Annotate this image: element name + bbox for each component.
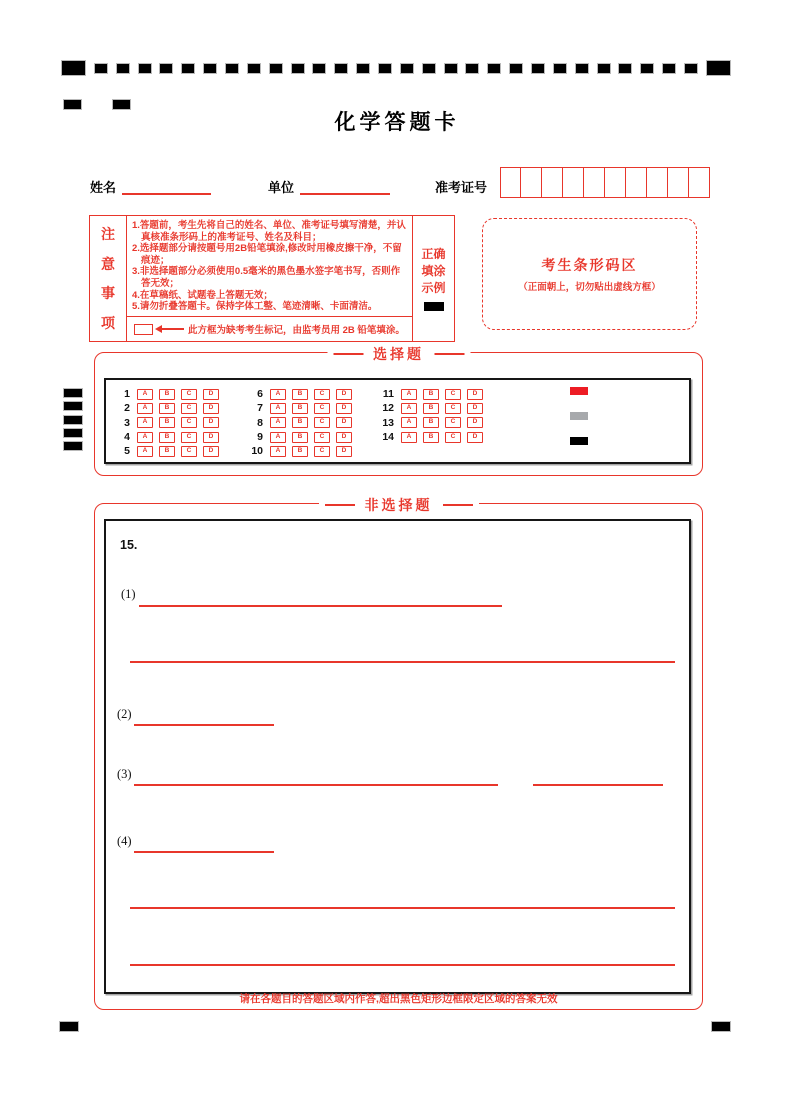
barcode-zone — [482, 218, 697, 330]
bubble-option-C[interactable]: C — [314, 417, 330, 428]
ticket-number-label: 准考证号 — [435, 180, 488, 195]
question-row — [374, 416, 489, 430]
bubble-option-A[interactable]: A — [401, 432, 417, 443]
notice-item: 5.请勿折叠答题卡。保持字体工整、笔迹清晰、卡面清洁。 — [132, 301, 378, 313]
timing-dash — [641, 64, 653, 73]
question-row — [243, 444, 358, 458]
subjective-section-title — [319, 495, 479, 515]
bubble-option-D[interactable]: D — [336, 403, 352, 414]
question-row — [374, 401, 489, 415]
bubble-option-C[interactable]: C — [181, 389, 197, 400]
answer-line[interactable] — [139, 605, 502, 607]
barcode-zone-subtitle: （正面朝上，切勿贴出虚线方框） — [518, 282, 661, 293]
question-number: 9 — [257, 431, 263, 444]
bubble-option-A[interactable]: A — [270, 417, 286, 428]
name-input-line[interactable] — [122, 193, 211, 195]
part-1-label: (1) — [121, 587, 136, 601]
question-number: 13 — [382, 416, 394, 429]
bubble-option-D[interactable]: D — [467, 417, 483, 428]
bubble-option-A[interactable]: A — [270, 432, 286, 443]
ticket-digit-cell[interactable] — [668, 167, 689, 198]
answer-line[interactable] — [134, 784, 498, 786]
choice-column — [243, 387, 358, 458]
timing-dash — [554, 64, 566, 73]
timing-dash — [532, 64, 544, 73]
timing-mark — [64, 429, 82, 437]
timing-dash — [248, 64, 260, 73]
question-row — [110, 401, 225, 415]
timing-dash — [598, 64, 610, 73]
timing-dash — [139, 64, 151, 73]
notice-side-char: 意 — [101, 255, 115, 272]
part-3-label: (3) — [117, 767, 132, 781]
bubble-option-B[interactable]: B — [423, 417, 439, 428]
question-row — [243, 416, 358, 430]
mark-swatch-black — [570, 437, 588, 445]
timing-dash — [204, 64, 216, 73]
bubble-option-D[interactable]: D — [467, 403, 483, 414]
fill-example-label: 示例 — [421, 281, 446, 295]
absent-mark-note: 此方框为缺考考生标记，由监考员用 2B 铅笔填涂。 — [188, 325, 405, 336]
timing-dash — [488, 64, 500, 73]
ticket-digit-cell[interactable] — [542, 167, 563, 198]
question-15-number: 15. — [120, 538, 138, 552]
question-number: 11 — [382, 388, 394, 401]
question-number: 14 — [382, 431, 394, 444]
bubble-option-B[interactable]: B — [423, 389, 439, 400]
bubble-option-D[interactable]: D — [336, 432, 352, 443]
question-number: 6 — [257, 388, 263, 401]
timing-dash — [510, 64, 522, 73]
question-number: 1 — [124, 388, 130, 401]
bubble-option-A[interactable]: A — [137, 403, 153, 414]
bubble-option-C[interactable]: C — [181, 403, 197, 414]
bubble-option-C[interactable]: C — [181, 446, 197, 457]
bubble-option-B[interactable]: B — [292, 417, 308, 428]
bubble-option-D[interactable]: D — [203, 389, 219, 400]
bubble-option-B[interactable]: B — [159, 417, 175, 428]
answer-line[interactable] — [130, 907, 675, 909]
ticket-digit-cell[interactable] — [500, 167, 521, 198]
filled-mark-sample — [424, 302, 444, 311]
timing-dash — [117, 64, 129, 73]
timing-dash — [663, 64, 675, 73]
bubble-option-C[interactable]: C — [445, 417, 461, 428]
ticket-digit-cell[interactable] — [605, 167, 626, 198]
bubble-option-A[interactable]: A — [137, 417, 153, 428]
question-row — [110, 444, 225, 458]
choice-section — [94, 346, 703, 476]
timing-mark — [64, 402, 82, 410]
answer-line[interactable] — [130, 661, 675, 663]
bubble-option-C[interactable]: C — [445, 432, 461, 443]
notice-item: 3.非选择题部分必须使用0.5毫米的黑色墨水签字笔书写，否则作答无效； — [132, 266, 401, 289]
bubble-option-A[interactable]: A — [401, 389, 417, 400]
timing-dash — [423, 64, 435, 73]
page-title: 化学答题卡 — [334, 111, 460, 134]
notice-item: 2.选择题部分请按题号用2B铅笔填涂,修改时用橡皮擦干净，不留痕迹； — [132, 243, 402, 266]
top-timing-bar — [62, 60, 730, 76]
bubble-option-A[interactable]: A — [270, 389, 286, 400]
timing-dash — [226, 64, 238, 73]
mark-swatch-gray — [570, 412, 588, 420]
bubble-option-D[interactable]: D — [336, 446, 352, 457]
absent-mark-row — [127, 316, 412, 341]
subjective-answer-area — [104, 519, 691, 994]
bubble-option-A[interactable]: A — [270, 403, 286, 414]
fill-example-label: 填涂 — [421, 264, 446, 278]
choice-section-title-text: 选择题 — [373, 346, 424, 362]
part-4-label: (4) — [117, 834, 132, 848]
question-row — [110, 430, 225, 444]
bubble-option-B[interactable]: B — [159, 403, 175, 414]
timing-dash — [357, 64, 369, 73]
bubble-option-B[interactable]: B — [292, 389, 308, 400]
barcode-zone-title: 考生条形码区 — [541, 257, 638, 273]
timing-dash — [619, 64, 631, 73]
bubble-option-B[interactable]: B — [423, 432, 439, 443]
timing-dash — [379, 64, 391, 73]
timing-mark — [64, 416, 82, 424]
left-arrow-icon — [157, 328, 184, 330]
choice-column — [374, 387, 489, 444]
ticket-digit-cell[interactable] — [563, 167, 584, 198]
bubble-option-D[interactable]: D — [203, 417, 219, 428]
ticket-digit-cell[interactable] — [584, 167, 605, 198]
bubble-option-B[interactable]: B — [292, 432, 308, 443]
notice-side-char: 项 — [101, 314, 115, 331]
bubble-option-A[interactable]: A — [270, 446, 286, 457]
title-bar-left — [325, 504, 355, 506]
answer-line[interactable] — [134, 724, 274, 726]
area-warning-note: 请在各题目的答题区域内作答,超出黑色矩形边框限定区域的答案无效 — [239, 993, 558, 1005]
registration-mark — [712, 1022, 730, 1031]
bubble-option-C[interactable]: C — [445, 403, 461, 414]
bubble-option-D[interactable]: D — [203, 403, 219, 414]
choice-section-title — [327, 344, 470, 364]
question-number: 10 — [251, 445, 263, 458]
bubble-option-B[interactable]: B — [292, 446, 308, 457]
question-row — [243, 430, 358, 444]
subjective-section — [94, 497, 703, 1010]
timing-dash — [576, 64, 588, 73]
answer-line[interactable] — [130, 964, 675, 966]
registration-mark — [60, 1022, 78, 1031]
bubble-option-C[interactable]: C — [181, 432, 197, 443]
question-number: 3 — [124, 416, 130, 429]
bubble-option-B[interactable]: B — [159, 432, 175, 443]
question-row — [110, 416, 225, 430]
title-bar-right — [443, 504, 473, 506]
absent-mark-box[interactable] — [134, 324, 153, 335]
notice-side-title — [90, 216, 127, 341]
bubble-option-C[interactable]: C — [314, 389, 330, 400]
bubble-option-D[interactable]: D — [467, 432, 483, 443]
question-row — [374, 430, 489, 444]
timing-endblock-right — [707, 61, 730, 75]
bubble-option-C[interactable]: C — [314, 403, 330, 414]
timing-mark — [64, 389, 82, 397]
ticket-digit-cell[interactable] — [689, 167, 710, 198]
timing-dash — [401, 64, 413, 73]
mark-swatch-red — [570, 387, 588, 395]
notice-item: 1.答题前，考生先将自己的姓名、单位、准考证号填写清楚，并认真核准条形码上的准考证号、姓名及科目； — [132, 220, 406, 243]
fill-example-label: 正确 — [421, 247, 446, 261]
subjective-section-title-text: 非选择题 — [364, 497, 433, 513]
notice-main — [127, 216, 412, 341]
bubble-option-B[interactable]: B — [159, 446, 175, 457]
left-timing-marks — [64, 389, 82, 450]
name-label: 姓名 — [90, 180, 117, 195]
unit-label: 单位 — [268, 180, 295, 195]
bubble-option-C[interactable]: C — [314, 446, 330, 457]
timing-dash — [335, 64, 347, 73]
question-row — [243, 387, 358, 401]
timing-dash-row — [85, 64, 707, 73]
question-number: 4 — [124, 431, 130, 444]
timing-dash — [292, 64, 304, 73]
notice-side-char: 事 — [101, 285, 115, 302]
bubble-option-D[interactable]: D — [203, 446, 219, 457]
bubble-option-B[interactable]: B — [292, 403, 308, 414]
bubble-option-A[interactable]: A — [137, 389, 153, 400]
question-number: 2 — [124, 402, 130, 415]
unit-input-line[interactable] — [300, 193, 390, 195]
part-2-label: (2) — [117, 707, 132, 721]
title-bar-left — [333, 353, 363, 355]
bubble-option-B[interactable]: B — [423, 403, 439, 414]
bubble-option-A[interactable]: A — [137, 432, 153, 443]
bubble-option-A[interactable]: A — [401, 403, 417, 414]
question-row — [374, 387, 489, 401]
ticket-number-grid — [500, 167, 710, 198]
question-number: 12 — [382, 402, 394, 415]
timing-dash — [313, 64, 325, 73]
question-number: 7 — [257, 402, 263, 415]
bubble-option-C[interactable]: C — [181, 417, 197, 428]
fill-example-cell — [412, 216, 454, 341]
ticket-digit-cell[interactable] — [647, 167, 668, 198]
choice-answer-area — [104, 378, 691, 464]
question-row — [110, 387, 225, 401]
notice-box — [89, 215, 455, 342]
choice-column — [110, 387, 225, 458]
timing-endblock-left — [62, 61, 85, 75]
ticket-digit-cell[interactable] — [626, 167, 647, 198]
bubble-option-C[interactable]: C — [314, 432, 330, 443]
timing-dash — [270, 64, 282, 73]
ticket-digit-cell[interactable] — [521, 167, 542, 198]
timing-dash — [95, 64, 107, 73]
bubble-option-A[interactable]: A — [401, 417, 417, 428]
question-number: 8 — [257, 416, 263, 429]
bubble-option-D[interactable]: D — [467, 389, 483, 400]
timing-dash — [160, 64, 172, 73]
notice-item: 4.在草稿纸、试题卷上答题无效； — [132, 289, 273, 301]
bubble-option-D[interactable]: D — [336, 417, 352, 428]
timing-dash — [182, 64, 194, 73]
question-row — [243, 401, 358, 415]
timing-mark — [64, 442, 82, 450]
timing-dash — [445, 64, 457, 73]
bubble-option-D[interactable]: D — [336, 389, 352, 400]
bubble-option-C[interactable]: C — [445, 389, 461, 400]
notice-side-char: 注 — [101, 226, 115, 242]
question-number: 5 — [124, 445, 130, 458]
bubble-option-B[interactable]: B — [159, 389, 175, 400]
timing-dash — [466, 64, 478, 73]
timing-dash — [685, 64, 697, 73]
notice-item-list — [127, 216, 412, 316]
answer-line[interactable] — [134, 851, 274, 853]
title-bar-right — [434, 353, 464, 355]
bubble-option-D[interactable]: D — [203, 432, 219, 443]
bubble-option-A[interactable]: A — [137, 446, 153, 457]
answer-line[interactable] — [533, 784, 663, 786]
